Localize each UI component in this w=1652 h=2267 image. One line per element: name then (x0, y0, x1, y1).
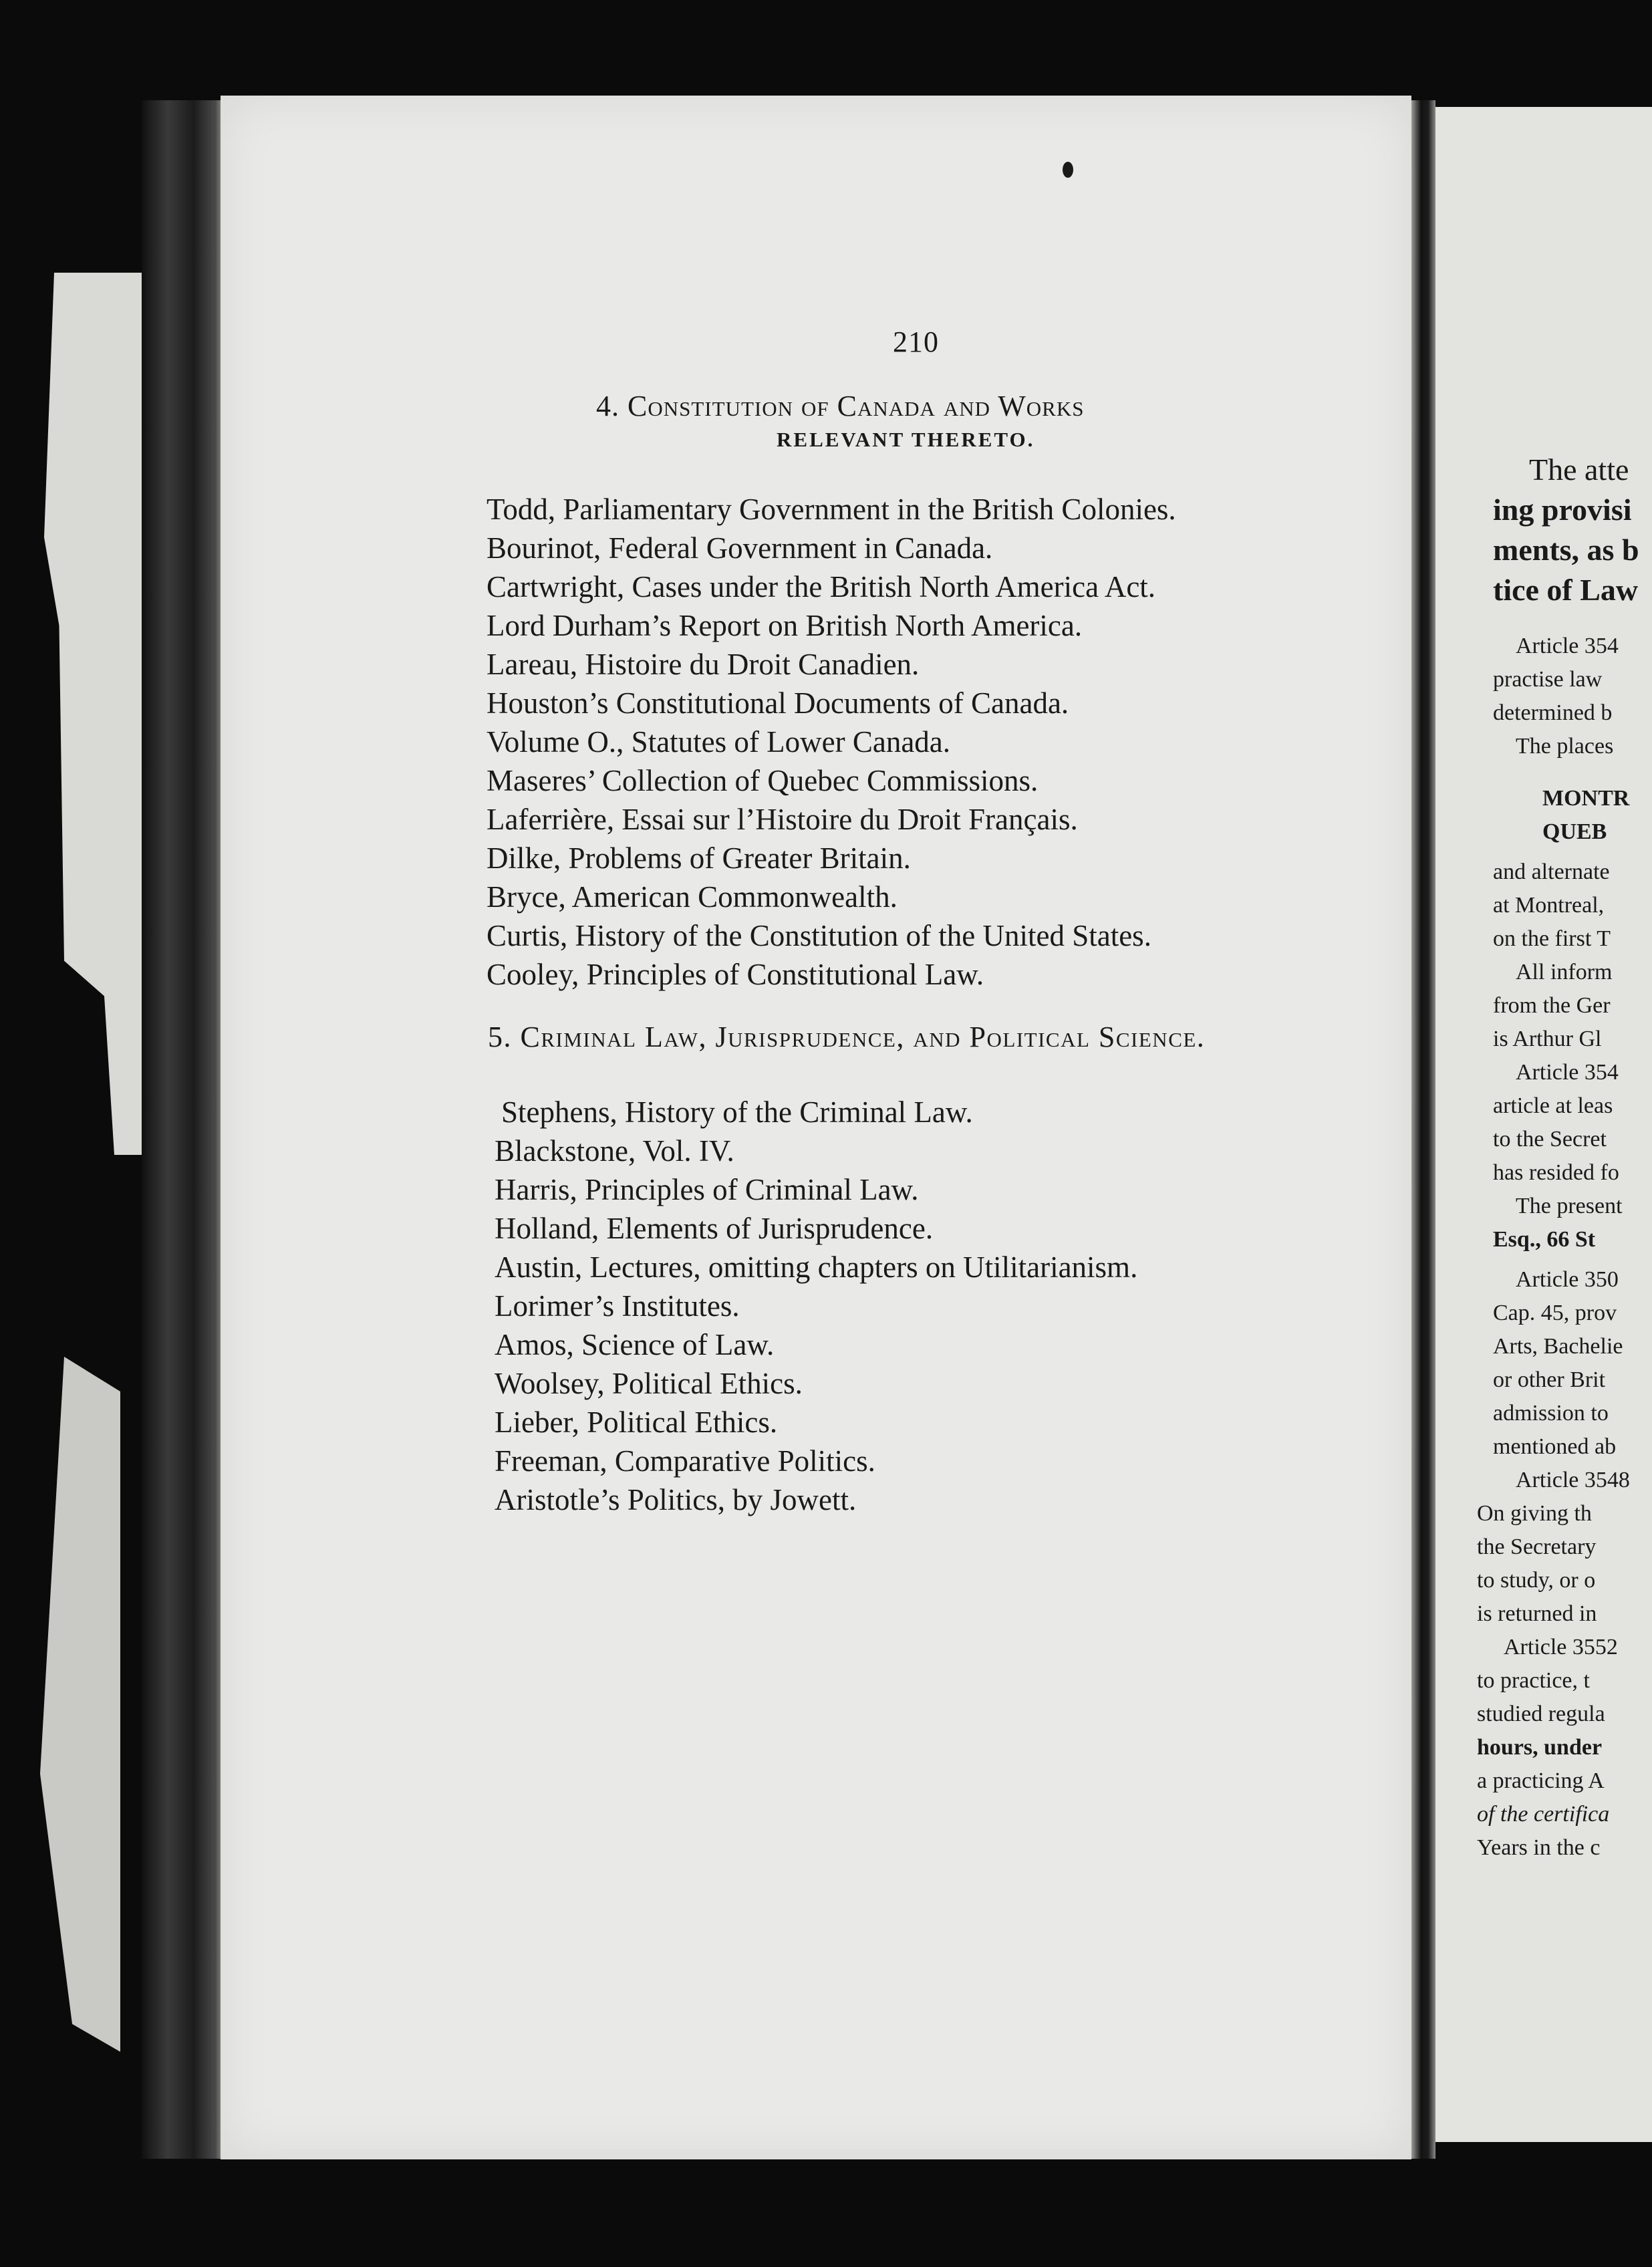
section-4-heading: 4. Constitution of Canada and Works (596, 390, 1085, 422)
list-item: Todd, Parliamentary Government in the British Colonies. (487, 493, 1176, 526)
list-item: Lord Durham’s Report on British North America. (487, 609, 1083, 642)
paper-scrap (40, 1357, 120, 2052)
right-page-line: All inform (1516, 960, 1613, 984)
right-page-line: to study, or o (1477, 1568, 1596, 1593)
list-item: Amos, Science of Law. (495, 1328, 775, 1361)
right-page-line: tice of Law (1493, 573, 1639, 607)
torn-page-edge (44, 273, 144, 1155)
right-page-line: is returned in (1477, 1601, 1597, 1626)
right-page-line: Years in the c (1477, 1835, 1601, 1860)
right-page-line: ments, as b (1493, 533, 1639, 567)
right-page-line: Article 3548 (1516, 1468, 1630, 1492)
right-page-line: admission to (1493, 1401, 1609, 1426)
list-item: Aristotle’s Politics, by Jowett. (495, 1483, 857, 1516)
right-page-line: on the first T (1493, 926, 1611, 951)
list-item: Cartwright, Cases under the British North America Act. (487, 570, 1156, 604)
list-item: Freeman, Comparative Politics. (495, 1444, 875, 1478)
list-item: Stephens, History of the Criminal Law. (501, 1095, 973, 1129)
right-page-line: practise law (1493, 667, 1603, 692)
right-page-line: has resided fo (1493, 1160, 1619, 1185)
list-item: Houston’s Constitutional Documents of Canada. (487, 686, 1069, 720)
list-item: Lareau, Histoire du Droit Canadien. (487, 648, 920, 681)
right-page-line: is Arthur Gl (1493, 1027, 1602, 1051)
list-item: Cooley, Principles of Constitutional Law. (487, 958, 984, 991)
page-number: 210 (893, 325, 939, 358)
right-page-line: MONTR (1542, 786, 1630, 811)
right-page-line: Article 350 (1516, 1267, 1619, 1292)
page-gutter (1411, 100, 1435, 2159)
right-page-line: studied regula (1477, 1702, 1605, 1726)
right-page-line: or other Brit (1493, 1367, 1606, 1392)
list-item: Lieber, Political Ethics. (495, 1406, 778, 1439)
list-item: Curtis, History of the Constitution of the United States. (487, 919, 1151, 952)
right-page-line: Cap. 45, prov (1493, 1301, 1617, 1325)
right-page-line: the Secretary (1477, 1535, 1597, 1559)
ink-speck (1063, 162, 1073, 178)
right-page-line: Esq., 66 St (1493, 1227, 1596, 1252)
right-page-line: at Montreal, (1493, 893, 1605, 918)
list-item: Dilke, Problems of Greater Britain. (487, 841, 911, 875)
right-page-line: a practicing A (1477, 1768, 1605, 1793)
right-page-line: determined b (1493, 700, 1613, 725)
right-page-line: QUEB (1542, 819, 1607, 844)
right-page-line: Article 3552 (1504, 1635, 1618, 1659)
list-item: Woolsey, Political Ethics. (495, 1367, 803, 1400)
right-page-line: Article 354 (1516, 1060, 1619, 1085)
right-page-line: The places (1516, 734, 1614, 759)
right-page-line: On giving th (1477, 1501, 1592, 1526)
right-page-line: Arts, Bachelie (1493, 1334, 1623, 1359)
right-page-line: to practice, t (1477, 1668, 1590, 1693)
section-4-subheading: RELEVANT THERETO. (777, 428, 1035, 451)
list-item: Bourinot, Federal Government in Canada. (487, 531, 993, 565)
right-page-line: mentioned ab (1493, 1434, 1617, 1459)
right-page-line: The present (1516, 1194, 1623, 1218)
right-page-line: hours, under (1477, 1735, 1603, 1760)
list-item: Harris, Principles of Criminal Law. (495, 1173, 919, 1206)
right-page-line: to the Secret (1493, 1127, 1607, 1152)
right-page-line: ing provisi (1493, 493, 1632, 527)
right-page-line: The atte (1529, 452, 1629, 487)
section-5-heading: 5. Criminal Law, Jurisprudence, and Political Science. (488, 1021, 1206, 1053)
list-item: Holland, Elements of Jurisprudence. (495, 1212, 934, 1245)
right-page-line: and alternate (1493, 859, 1610, 884)
right-page (1435, 107, 1652, 2142)
right-page-line: from the Ger (1493, 993, 1611, 1018)
book-spine (142, 100, 229, 2159)
list-item: Austin, Lectures, omitting chapters on Utilitarianism. (495, 1250, 1138, 1284)
right-page-line: Article 354 (1516, 634, 1619, 658)
right-page-line: of the certifica (1477, 1802, 1610, 1827)
list-item: Blackstone, Vol. IV. (495, 1134, 734, 1168)
list-item: Maseres’ Collection of Quebec Commissions. (487, 764, 1039, 797)
list-item: Bryce, American Commonwealth. (487, 880, 898, 914)
list-item: Laferrière, Essai sur l’Histoire du Droit Français. (487, 803, 1078, 836)
right-page-line: article at leas (1493, 1093, 1613, 1118)
list-item: Volume O., Statutes of Lower Canada. (487, 725, 951, 759)
list-item: Lorimer’s Institutes. (495, 1289, 740, 1323)
